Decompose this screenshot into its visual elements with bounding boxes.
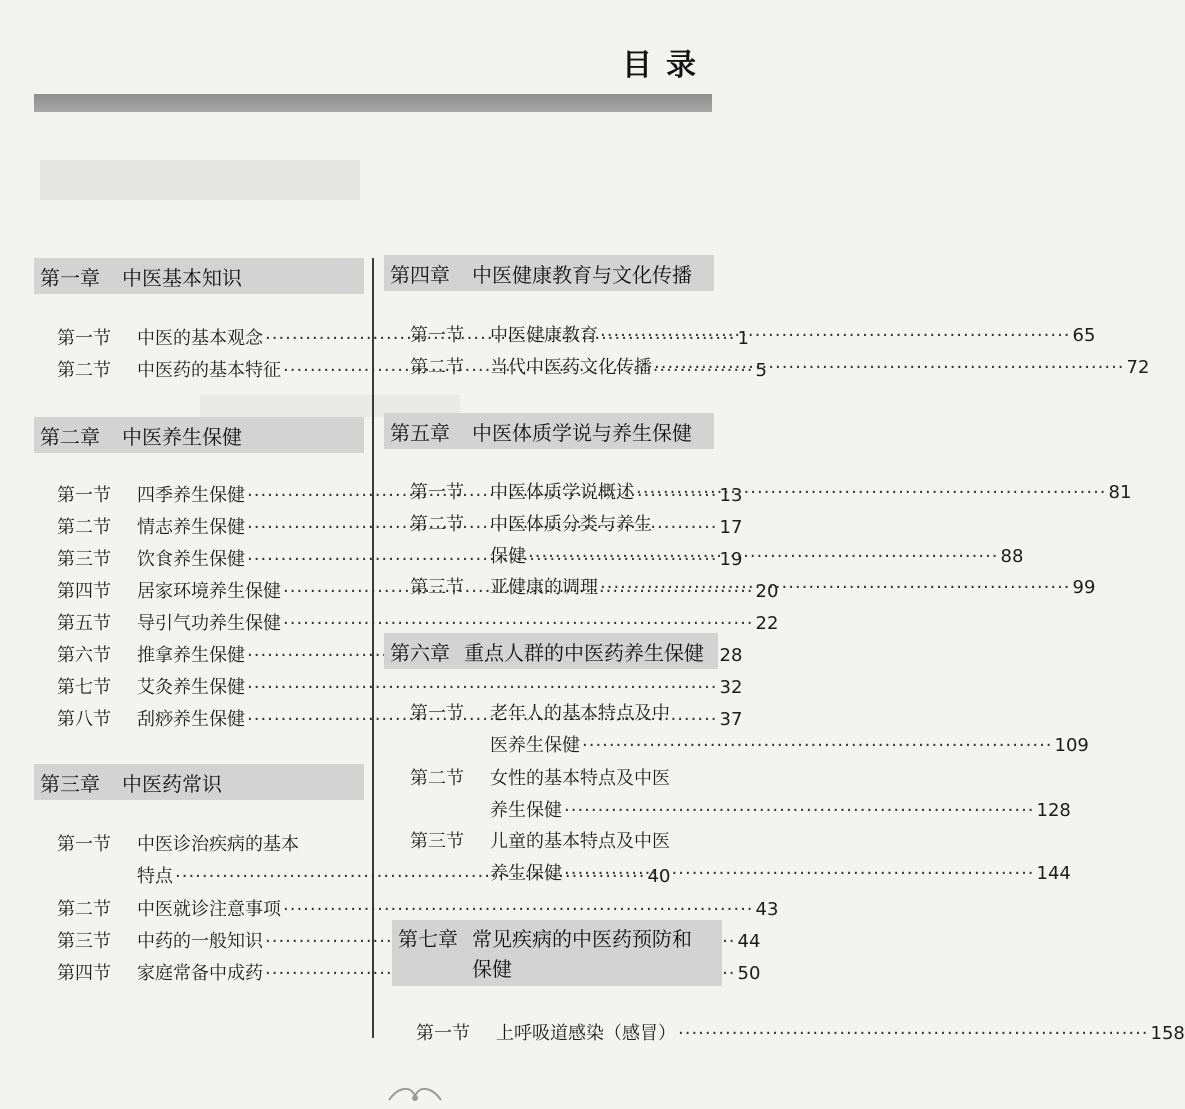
page-number: 5 [755, 360, 767, 381]
page-number: 50 [737, 963, 761, 984]
section-number: 第一节 [57, 834, 111, 855]
section-title-line1: 女性的基本特点及中医 [490, 768, 670, 789]
section-number: 第五节 [57, 613, 111, 634]
section-number: 第三节 [410, 831, 464, 852]
section-title: 四季养生保健 [137, 485, 245, 506]
section-title: 中医健康教育 [490, 325, 598, 346]
chapter-title: 中医药常识 [122, 771, 222, 796]
section-title: 饮食养生保健 [137, 549, 245, 570]
section-title: 居家环境养生保健 [137, 581, 281, 602]
section-number: 第一节 [410, 325, 464, 346]
chapter-heading [34, 417, 364, 453]
page-number: 128 [1036, 800, 1071, 821]
section-number: 第一节 [416, 1023, 470, 1044]
page-number: 109 [1054, 735, 1089, 756]
dot-leader [582, 730, 1053, 762]
page-number: 28 [719, 645, 743, 666]
section-number: 第一节 [410, 482, 464, 503]
section-number: 第一节 [57, 485, 111, 506]
page-number: 13 [719, 485, 743, 506]
section-number: 第一节 [410, 703, 464, 724]
section-title-line1: 老年人的基本特点及中 [490, 703, 670, 724]
section-title: 艾灸养生保健 [137, 677, 245, 698]
toc-entry[interactable] [57, 672, 743, 704]
dot-leader [600, 320, 1071, 352]
page-number: 22 [755, 613, 779, 634]
chapter-title: 中医养生保健 [122, 424, 242, 449]
section-title: 中医体质学说概述 [490, 482, 634, 503]
dot-leader [636, 477, 1107, 509]
section-title: 家庭常备中成药 [137, 963, 263, 984]
dot-leader [654, 352, 1125, 384]
page-title: 目录 [622, 48, 710, 83]
section-title: 亚健康的调理 [490, 577, 598, 598]
chapter-number: 第四章 [390, 262, 450, 287]
section-title: 推拿养生保健 [137, 645, 245, 666]
page-number: 144 [1036, 863, 1071, 884]
chapter-heading [34, 764, 364, 800]
toc-entry[interactable] [410, 352, 1150, 384]
section-number: 第二节 [410, 357, 464, 378]
chapter-number: 第三章 [40, 771, 100, 796]
page-number: 44 [737, 931, 761, 952]
chapter-title: 中医体质学说与养生保健 [472, 420, 692, 445]
chapter-title: 中医健康教育与文化传播 [472, 262, 692, 287]
section-title: 中药的一般知识 [137, 931, 263, 952]
page-number: 40 [647, 866, 671, 887]
section-title-line2: 保健 [490, 546, 526, 567]
page-number: 32 [719, 677, 743, 698]
page-number: 37 [719, 709, 743, 730]
chapter-title-line1: 常见疾病的中医药预防和 [472, 927, 692, 951]
section-title: 导引气功养生保健 [137, 613, 281, 634]
section-title: 当代中医药文化传播 [490, 357, 652, 378]
chapter-heading [384, 633, 718, 669]
chapter-title: 重点人群的中医药养生保健 [464, 640, 704, 665]
section-number: 第二节 [410, 768, 464, 789]
page-number: 65 [1072, 325, 1096, 346]
toc-entry[interactable] [410, 320, 1096, 352]
toc-entry[interactable] [416, 1018, 1185, 1050]
section-number: 第二节 [410, 514, 464, 535]
section-number: 第四节 [57, 581, 111, 602]
chapter-number: 第二章 [40, 424, 100, 449]
chapter-number: 第六章 [390, 640, 450, 665]
dot-leader [528, 541, 999, 573]
section-title: 情志养生保健 [137, 517, 245, 538]
chapter-heading [392, 920, 722, 986]
section-number: 第二节 [57, 360, 111, 381]
dot-leader [564, 795, 1035, 827]
section-number: 第二节 [57, 517, 111, 538]
section-number: 第四节 [57, 963, 111, 984]
chapter-number: 第一章 [40, 265, 100, 290]
section-title-line1: 中医诊治疾病的基本 [137, 834, 299, 855]
page-number: 72 [1126, 357, 1150, 378]
page-number: 43 [755, 899, 779, 920]
section-title-line2: 养生保健 [490, 863, 562, 884]
dot-leader [678, 1018, 1149, 1050]
page-number: 19 [719, 549, 743, 570]
page-number: 20 [755, 581, 779, 602]
page-number: 1 [737, 328, 749, 349]
chapter-number: 第七章 [398, 927, 458, 951]
chapter-heading [34, 258, 364, 294]
toc-entry[interactable] [57, 608, 779, 640]
section-title-line2: 养生保健 [490, 800, 562, 821]
section-number: 第三节 [57, 549, 111, 570]
section-number: 第三节 [410, 577, 464, 598]
toc-entry[interactable] [57, 544, 743, 576]
toc-entry[interactable] [410, 763, 1071, 827]
bleed-through-texture [40, 160, 360, 200]
page-number: 17 [719, 517, 743, 538]
section-title-line2: 医养生保健 [490, 735, 580, 756]
section-title-line1: 儿童的基本特点及中医 [490, 831, 670, 852]
toc-entry[interactable] [410, 826, 1071, 890]
section-title-line1: 中医体质分类与养生 [490, 514, 652, 535]
section-title: 中医药的基本特征 [137, 360, 281, 381]
section-number: 第六节 [57, 645, 111, 666]
toc-entry[interactable] [57, 894, 779, 926]
page-number: 99 [1072, 577, 1096, 598]
section-title-line2: 特点 [137, 866, 173, 887]
dot-leader [564, 858, 1035, 890]
chapter-title-line2: 保健 [472, 957, 512, 981]
chapter-number: 第五章 [390, 420, 450, 445]
section-title: 刮痧养生保健 [137, 709, 245, 730]
section-title: 中医的基本观念 [137, 328, 263, 349]
section-number: 第八节 [57, 709, 111, 730]
section-number: 第二节 [57, 899, 111, 920]
section-title: 中医就诊注意事项 [137, 899, 281, 920]
chapter-heading [384, 413, 714, 449]
chapter-heading [384, 255, 714, 291]
page-number: 88 [1000, 546, 1024, 567]
chapter-title: 中医基本知识 [122, 265, 242, 290]
title-rule [34, 94, 712, 112]
section-number: 第一节 [57, 328, 111, 349]
ornament-icon [385, 1080, 445, 1106]
section-number: 第七节 [57, 677, 111, 698]
section-title: 上呼吸道感染（感冒） [496, 1023, 676, 1044]
dot-leader [600, 572, 1071, 604]
page-number: 81 [1108, 482, 1132, 503]
page-number: 158 [1150, 1023, 1185, 1044]
section-number: 第三节 [57, 931, 111, 952]
